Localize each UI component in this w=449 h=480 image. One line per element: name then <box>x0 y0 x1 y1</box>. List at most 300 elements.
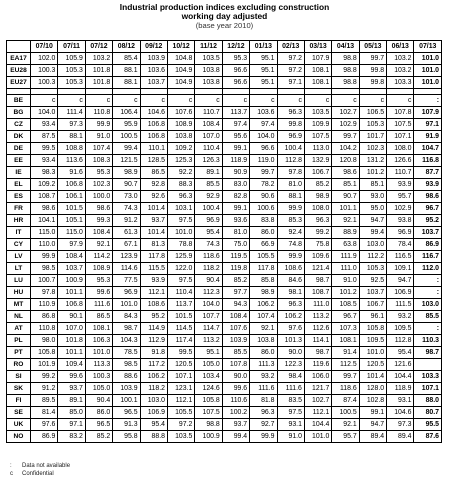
value-cell: 90.7 <box>113 179 140 191</box>
value-cell: 109.4 <box>58 359 85 371</box>
value-cell: 86.0 <box>250 347 277 359</box>
value-cell: 104.4 <box>304 419 331 431</box>
value-cell: 132.9 <box>304 155 331 167</box>
value-cell: 96.6 <box>250 143 277 155</box>
value-cell: 101.5 <box>58 203 85 215</box>
value-cell: 108.4 <box>85 227 112 239</box>
table-row <box>7 383 442 395</box>
value-cell: 78.8 <box>167 239 194 251</box>
table-row <box>7 407 442 419</box>
value-cell: 91.0 <box>85 131 112 143</box>
value-cell: 84.6 <box>277 275 304 287</box>
country-code: EA17 <box>7 53 31 65</box>
value-cell: 99.9 <box>31 251 58 263</box>
value-cell: 109.6 <box>304 251 331 263</box>
value-cell: 113.6 <box>58 155 85 167</box>
value-cell: 90.4 <box>195 275 222 287</box>
value-cell: 85.1 <box>332 179 359 191</box>
value-cell: 105.3 <box>359 119 386 131</box>
table-row <box>7 335 442 347</box>
value-cell: 98.6 <box>31 203 58 215</box>
value-cell: c <box>31 95 58 107</box>
value-cell: 99.5 <box>167 347 194 359</box>
value-cell: 95.1 <box>250 65 277 77</box>
value-cell: 101.0 <box>167 227 194 239</box>
value-cell: 107.1 <box>167 371 194 383</box>
value-cell: 93.7 <box>222 419 249 431</box>
value-cell: 99.7 <box>332 371 359 383</box>
production-index-table <box>6 40 442 443</box>
value-cell: 61.3 <box>113 227 140 239</box>
column-header: 11/12 <box>195 41 222 53</box>
value-cell: 95.3 <box>85 167 112 179</box>
value-cell: 126.6 <box>387 155 414 167</box>
value-cell: 97.1 <box>277 77 304 89</box>
value-cell: 88.1 <box>113 65 140 77</box>
value-cell: 103.6 <box>250 107 277 119</box>
footnote-text: Confidential <box>22 471 54 477</box>
value-cell: 108.1 <box>304 65 331 77</box>
value-cell: 101.5 <box>167 311 194 323</box>
value-cell: 112.9 <box>140 335 167 347</box>
country-code: FI <box>7 395 31 407</box>
value-cell: 97.1 <box>58 419 85 431</box>
value-cell: 108.3 <box>85 155 112 167</box>
value-cell: 93.8 <box>387 215 414 227</box>
value-cell: 100.3 <box>31 77 58 89</box>
value-cell: 125.3 <box>167 155 194 167</box>
value-cell: 101.0 <box>113 299 140 311</box>
corner-cell <box>7 41 31 53</box>
value-cell: 112.3 <box>195 287 222 299</box>
value-cell: 98.6 <box>85 203 112 215</box>
value-cell: 121.4 <box>304 263 331 275</box>
value-cell: 101.0 <box>85 347 112 359</box>
column-header: 10/12 <box>167 41 194 53</box>
value-cell: 102.9 <box>332 119 359 131</box>
value-cell: 102.3 <box>85 179 112 191</box>
value-cell: 123.1 <box>167 383 194 395</box>
table-row <box>7 239 442 251</box>
value-cell: 97.4 <box>250 119 277 131</box>
value-cell: 83.5 <box>277 395 304 407</box>
value-cell: 103.3 <box>414 371 442 383</box>
table-row <box>7 131 442 143</box>
value-cell: 102.3 <box>359 143 386 155</box>
value-cell: 103.6 <box>140 65 167 77</box>
value-cell: c <box>58 95 85 107</box>
value-cell: 105.3 <box>58 65 85 77</box>
value-cell: c <box>332 95 359 107</box>
value-cell: 96.3 <box>304 215 331 227</box>
value-cell: 94.3 <box>222 299 249 311</box>
value-cell: 91.9 <box>414 131 442 143</box>
value-cell: 108.1 <box>332 335 359 347</box>
value-cell: 113.2 <box>304 311 331 323</box>
value-cell: 105.3 <box>359 263 386 275</box>
value-cell: 114.7 <box>195 323 222 335</box>
value-cell: 106.2 <box>140 371 167 383</box>
value-cell: 108.5 <box>332 299 359 311</box>
value-cell: 119.5 <box>222 251 249 263</box>
value-cell: c <box>140 95 167 107</box>
value-cell: 104.2 <box>332 143 359 155</box>
value-cell: 106.7 <box>359 299 386 311</box>
value-cell: 100.3 <box>31 65 58 77</box>
value-cell: 97.6 <box>277 323 304 335</box>
value-cell: 95.4 <box>195 227 222 239</box>
country-code: LV <box>7 251 31 263</box>
value-cell: : <box>414 275 442 287</box>
value-cell: 91.4 <box>332 347 359 359</box>
value-cell: 93.6 <box>222 215 249 227</box>
value-cell: 63.8 <box>332 239 359 251</box>
value-cell: 106.9 <box>387 287 414 299</box>
value-cell: 101.4 <box>359 371 386 383</box>
value-cell: c <box>195 95 222 107</box>
value-cell: 98.8 <box>332 65 359 77</box>
value-cell: 110.9 <box>31 299 58 311</box>
country-code: EU28 <box>7 65 31 77</box>
value-cell: 96.7 <box>332 311 359 323</box>
value-cell: 110.3 <box>414 335 442 347</box>
value-cell: 95.8 <box>113 431 140 443</box>
value-cell: 90.7 <box>332 191 359 203</box>
value-cell: 106.8 <box>140 119 167 131</box>
value-cell: 90.0 <box>277 347 304 359</box>
value-cell: 88.1 <box>277 191 304 203</box>
value-cell: 98.9 <box>250 287 277 299</box>
country-code: RO <box>7 359 31 371</box>
value-cell: 67.1 <box>113 239 140 251</box>
value-cell: 96.3 <box>250 407 277 419</box>
value-cell: 101.0 <box>414 77 442 89</box>
value-cell: 116.8 <box>414 155 442 167</box>
value-cell: 107.1 <box>387 131 414 143</box>
value-cell: 95.3 <box>222 53 249 65</box>
value-cell: 126.3 <box>195 155 222 167</box>
value-cell: 108.8 <box>58 143 85 155</box>
value-cell: 108.0 <box>304 203 331 215</box>
column-header: 06/13 <box>387 41 414 53</box>
value-cell: 100.1 <box>113 395 140 407</box>
value-cell: 85.2 <box>222 275 249 287</box>
value-cell: 104.9 <box>167 65 194 77</box>
value-cell: 78.4 <box>387 239 414 251</box>
value-cell: 100.6 <box>250 203 277 215</box>
value-cell: 92.2 <box>167 167 194 179</box>
value-cell: 91.2 <box>31 383 58 395</box>
country-code: HU <box>7 287 31 299</box>
value-cell: 99.9 <box>277 203 304 215</box>
value-cell: 105.0 <box>195 359 222 371</box>
value-cell: 101.8 <box>85 77 112 89</box>
value-cell: 98.8 <box>332 77 359 89</box>
value-cell: 95.4 <box>140 419 167 431</box>
value-cell: 99.7 <box>332 131 359 143</box>
value-cell: 97.3 <box>387 419 414 431</box>
value-cell: 80.7 <box>414 407 442 419</box>
country-code: PT <box>7 347 31 359</box>
country-code: CZ <box>7 119 31 131</box>
value-cell: 87.6 <box>414 431 442 443</box>
value-cell: 110.7 <box>387 167 414 179</box>
value-cell: 81.3 <box>140 239 167 251</box>
value-cell: 99.8 <box>277 119 304 131</box>
value-cell: 103.7 <box>359 287 386 299</box>
value-cell: 119.6 <box>304 359 331 371</box>
base-year-note: (base year 2010) <box>195 21 254 30</box>
value-cell: 85.5 <box>195 179 222 191</box>
value-cell: 101.3 <box>277 335 304 347</box>
value-cell: c <box>277 95 304 107</box>
value-cell: 110.4 <box>195 143 222 155</box>
value-cell: 103.9 <box>222 335 249 347</box>
value-cell: 103.3 <box>387 77 414 89</box>
value-cell: 108.1 <box>85 323 112 335</box>
value-cell: 107.3 <box>332 323 359 335</box>
value-cell: 100.5 <box>113 131 140 143</box>
value-cell: 97.5 <box>167 215 194 227</box>
value-cell: 93.9 <box>387 179 414 191</box>
value-cell: 78.5 <box>113 347 140 359</box>
value-cell: 93.7 <box>140 215 167 227</box>
value-cell: 101.1 <box>58 287 85 299</box>
value-cell: 113.3 <box>85 359 112 371</box>
value-cell: 106.8 <box>140 131 167 143</box>
table-row <box>7 419 442 431</box>
value-cell: 89.1 <box>195 167 222 179</box>
value-cell: 114.1 <box>304 335 331 347</box>
value-cell: 113.7 <box>222 107 249 119</box>
value-cell: 107.8 <box>222 359 249 371</box>
value-cell: 117.8 <box>140 251 167 263</box>
value-cell: 96.3 <box>277 299 304 311</box>
value-cell: 93.9 <box>140 275 167 287</box>
value-cell: 90.6 <box>250 191 277 203</box>
value-cell: 89.5 <box>31 395 58 407</box>
country-code: IT <box>7 227 31 239</box>
value-cell: 88.1 <box>113 77 140 89</box>
column-header: 04/13 <box>332 41 359 53</box>
value-cell: 85.4 <box>113 53 140 65</box>
value-cell: : <box>414 95 442 107</box>
value-cell: 95.4 <box>387 347 414 359</box>
value-cell: 75.8 <box>304 239 331 251</box>
value-cell: 96.3 <box>277 107 304 119</box>
value-cell: 120.5 <box>167 359 194 371</box>
country-code: AT <box>7 323 31 335</box>
value-cell: 104.6 <box>387 407 414 419</box>
value-cell: 81.0 <box>277 179 304 191</box>
value-cell: 112.2 <box>359 251 386 263</box>
value-cell: 103.8 <box>195 77 222 89</box>
value-cell: 85.5 <box>414 311 442 323</box>
value-cell: 97.1 <box>414 119 442 131</box>
value-cell: 101.0 <box>304 431 331 443</box>
value-cell: 98.5 <box>113 359 140 371</box>
value-cell: 92.9 <box>195 191 222 203</box>
column-header: 09/12 <box>140 41 167 53</box>
value-cell: 110.0 <box>31 239 58 251</box>
table-row <box>7 359 442 371</box>
value-cell: 103.7 <box>140 77 167 89</box>
value-cell: 103.8 <box>167 131 194 143</box>
value-cell: 103.2 <box>387 53 414 65</box>
value-cell: 111.4 <box>58 107 85 119</box>
value-cell: 90.9 <box>222 167 249 179</box>
footnote-text: Data not available <box>22 463 71 469</box>
value-cell: 101.2 <box>359 167 386 179</box>
value-cell: 112.5 <box>332 359 359 371</box>
value-cell: 86.0 <box>85 407 112 419</box>
value-cell: 91.8 <box>140 347 167 359</box>
value-cell: 109.1 <box>387 263 414 275</box>
column-header: 12/12 <box>222 41 249 53</box>
value-cell: 103.0 <box>414 299 442 311</box>
value-cell: 103.9 <box>140 53 167 65</box>
value-cell: 128.0 <box>359 383 386 395</box>
value-cell: 105.5 <box>167 407 194 419</box>
value-cell: 86.5 <box>85 311 112 323</box>
value-cell: 96.3 <box>167 191 194 203</box>
value-cell: 121.7 <box>304 383 331 395</box>
value-cell: 108.9 <box>85 263 112 275</box>
value-cell: 104.9 <box>167 77 194 89</box>
value-cell: 118.6 <box>195 251 222 263</box>
value-cell: 123.9 <box>113 251 140 263</box>
value-cell: 81.0 <box>222 227 249 239</box>
value-cell: 108.7 <box>304 287 331 299</box>
value-cell: 98.5 <box>31 263 58 275</box>
country-code: HR <box>7 215 31 227</box>
value-cell: 95.1 <box>250 77 277 89</box>
value-cell: 103.5 <box>304 107 331 119</box>
value-cell: 112.1 <box>304 407 331 419</box>
value-cell: 104.3 <box>113 335 140 347</box>
value-cell: 85.3 <box>277 215 304 227</box>
value-cell: 96.5 <box>85 419 112 431</box>
value-cell: 101.0 <box>414 65 442 77</box>
country-code: CY <box>7 239 31 251</box>
value-cell: 92.8 <box>140 179 167 191</box>
value-cell: 86.8 <box>31 311 58 323</box>
value-cell: 86.9 <box>414 239 442 251</box>
value-cell: 81.4 <box>31 407 58 419</box>
country-code: NL <box>7 311 31 323</box>
value-cell: 88.0 <box>414 395 442 407</box>
value-cell: 109.5 <box>359 335 386 347</box>
value-cell: c <box>250 95 277 107</box>
value-cell: 106.3 <box>85 335 112 347</box>
value-cell: 103.8 <box>195 65 222 77</box>
value-cell: 86.5 <box>140 167 167 179</box>
value-cell: c <box>113 95 140 107</box>
value-cell: 102.8 <box>359 395 386 407</box>
value-cell: 92.1 <box>332 215 359 227</box>
value-cell: 88.3 <box>167 179 194 191</box>
value-cell: 87.4 <box>332 395 359 407</box>
value-cell: 101.8 <box>85 65 112 77</box>
value-cell: 74.3 <box>113 203 140 215</box>
value-cell: 106.2 <box>277 311 304 323</box>
value-cell: 88.6 <box>113 371 140 383</box>
value-cell: 88.9 <box>332 227 359 239</box>
value-cell: 102.7 <box>304 395 331 407</box>
value-cell: 98.7 <box>304 347 331 359</box>
value-cell: 97.3 <box>58 119 85 131</box>
value-cell: 99.6 <box>85 287 112 299</box>
value-cell: 108.6 <box>140 299 167 311</box>
value-cell: 83.0 <box>222 179 249 191</box>
footnote-symbol: : <box>10 463 12 469</box>
value-cell: 116.5 <box>387 251 414 263</box>
value-cell: 89.1 <box>58 395 85 407</box>
value-cell: 96.9 <box>113 287 140 299</box>
country-code: IE <box>7 167 31 179</box>
column-header: 01/13 <box>250 41 277 53</box>
value-cell: 104.7 <box>414 143 442 155</box>
value-cell: 93.9 <box>414 179 442 191</box>
value-cell: 89.4 <box>359 431 386 443</box>
table-row <box>7 275 442 287</box>
value-cell: 109.2 <box>167 143 194 155</box>
value-cell: 110.8 <box>85 107 112 119</box>
value-cell: 75.0 <box>222 239 249 251</box>
table-row <box>7 395 442 407</box>
value-cell: 111.6 <box>250 383 277 395</box>
value-cell: 103.7 <box>58 263 85 275</box>
value-cell: 112.1 <box>140 287 167 299</box>
value-cell: 101.4 <box>140 227 167 239</box>
value-cell: 105.3 <box>58 77 85 89</box>
header-row <box>7 41 442 53</box>
value-cell: 120.5 <box>359 359 386 371</box>
value-cell: 96.9 <box>387 227 414 239</box>
value-cell: 103.2 <box>85 53 112 65</box>
value-cell: 95.1 <box>195 347 222 359</box>
value-cell: 107.5 <box>304 131 331 143</box>
table-row <box>7 251 442 263</box>
value-cell: 106.0 <box>304 371 331 383</box>
value-cell: 106.8 <box>58 179 85 191</box>
value-cell: 97.2 <box>167 419 194 431</box>
value-cell: 101.0 <box>359 347 386 359</box>
value-cell: 99.3 <box>85 215 112 227</box>
value-cell: 100.4 <box>195 203 222 215</box>
value-cell: 107.4 <box>250 311 277 323</box>
country-code: BE <box>7 95 31 107</box>
value-cell: 112.0 <box>414 263 442 275</box>
value-cell: 99.8 <box>359 65 386 77</box>
value-cell: 114.2 <box>85 251 112 263</box>
value-cell: 97.5 <box>167 275 194 287</box>
value-cell: 108.0 <box>387 143 414 155</box>
value-cell: 110.4 <box>167 287 194 299</box>
value-cell: 97.9 <box>58 239 85 251</box>
value-cell: 74.3 <box>195 239 222 251</box>
value-cell: 92.1 <box>250 323 277 335</box>
value-cell: 106.5 <box>359 107 386 119</box>
value-cell: 99.9 <box>85 119 112 131</box>
value-cell: 103.7 <box>414 227 442 239</box>
column-header: 02/13 <box>277 41 304 53</box>
value-cell: 103.2 <box>387 65 414 77</box>
value-cell: c <box>387 95 414 107</box>
value-cell: 92.7 <box>250 419 277 431</box>
value-cell: 92.1 <box>85 239 112 251</box>
value-cell: 98.1 <box>277 287 304 299</box>
